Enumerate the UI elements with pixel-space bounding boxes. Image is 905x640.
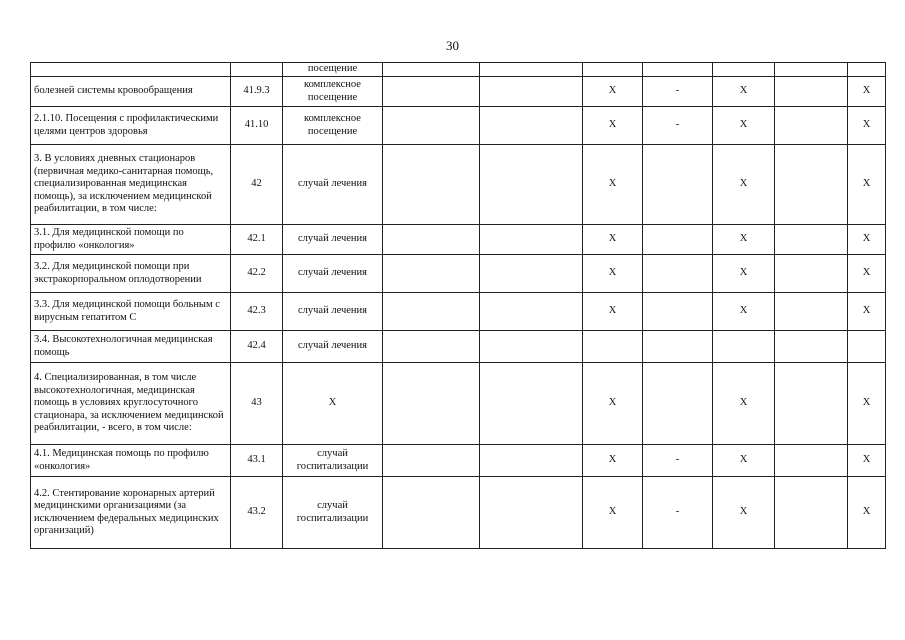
row-col10-cell: [848, 63, 886, 77]
row-unit-cell: X: [283, 363, 383, 445]
row-col6-cell: X: [583, 363, 643, 445]
row-col8-cell: X: [713, 477, 775, 549]
row-col9-cell: [775, 63, 848, 77]
table-row: [31, 225, 886, 255]
row-col10-cell: X: [848, 255, 886, 293]
row-code-cell: 42.1: [231, 225, 283, 255]
row-col4-cell: [383, 477, 480, 549]
row-col4-cell: [383, 225, 480, 255]
row-col4-cell: [383, 63, 480, 77]
row-code-cell: 41.9.3: [231, 77, 283, 107]
row-col4-cell: [383, 293, 480, 331]
row-col8-cell: [713, 331, 775, 363]
table-row: [31, 331, 886, 363]
row-code-cell: 43.1: [231, 445, 283, 477]
row-col4-cell: [383, 77, 480, 107]
row-col6-cell: X: [583, 145, 643, 225]
row-col9-cell: [775, 77, 848, 107]
row-col10-cell: X: [848, 145, 886, 225]
row-col7-cell: -: [643, 477, 713, 549]
row-col6-cell: X: [583, 477, 643, 549]
table-row: [31, 145, 886, 225]
row-col7-cell: -: [643, 77, 713, 107]
row-col6-cell: [583, 63, 643, 77]
row-col7-cell: [643, 145, 713, 225]
row-name-cell: 4.2. Стентирование коронарных артерий медицинскими организациями (за исключением федеральных медицинских организаций): [31, 477, 231, 549]
table-row: [31, 477, 886, 549]
row-col9-cell: [775, 145, 848, 225]
row-col9-cell: [775, 477, 848, 549]
table-row: [31, 63, 886, 77]
row-col9-cell: [775, 255, 848, 293]
row-name-cell: 2.1.10. Посещения с профилактическими целями центров здоровья: [31, 107, 231, 145]
row-code-cell: 41.10: [231, 107, 283, 145]
row-code-cell: 43: [231, 363, 283, 445]
row-name-cell: [31, 63, 231, 77]
row-col8-cell: X: [713, 255, 775, 293]
row-unit-cell: посещение: [283, 63, 383, 77]
row-col4-cell: [383, 255, 480, 293]
row-col6-cell: [583, 331, 643, 363]
row-name-cell: болезней системы кровообращения: [31, 77, 231, 107]
row-col7-cell: -: [643, 445, 713, 477]
row-col7-cell: [643, 331, 713, 363]
row-name-cell: 3.3. Для медицинской помощи больным с вирусным гепатитом С: [31, 293, 231, 331]
row-col8-cell: X: [713, 293, 775, 331]
row-name-cell: 3.4. Высокотехнологичная медицинская помощь: [31, 331, 231, 363]
row-col5-cell: [480, 363, 583, 445]
row-name-cell: 3.1. Для медицинской помощи по профилю «онкология»: [31, 225, 231, 255]
row-col8-cell: X: [713, 145, 775, 225]
row-col4-cell: [383, 363, 480, 445]
row-code-cell: [231, 63, 283, 77]
table-row: [31, 293, 886, 331]
row-unit-cell: случай лечения: [283, 145, 383, 225]
row-col9-cell: [775, 363, 848, 445]
row-col10-cell: [848, 331, 886, 363]
row-col5-cell: [480, 107, 583, 145]
row-col6-cell: X: [583, 107, 643, 145]
row-col5-cell: [480, 331, 583, 363]
row-col7-cell: [643, 225, 713, 255]
table-row: [31, 77, 886, 107]
row-unit-cell: комплексное посещение: [283, 107, 383, 145]
row-name-cell: 3.2. Для медицинской помощи при экстракорпоральном оплодотворении: [31, 255, 231, 293]
row-unit-cell: случай госпитализации: [283, 477, 383, 549]
row-col7-cell: [643, 293, 713, 331]
row-col9-cell: [775, 331, 848, 363]
row-unit-cell: случай лечения: [283, 293, 383, 331]
services-table: [30, 62, 886, 549]
row-col6-cell: X: [583, 255, 643, 293]
row-col10-cell: X: [848, 293, 886, 331]
row-col4-cell: [383, 445, 480, 477]
row-code-cell: 42: [231, 145, 283, 225]
row-name-cell: 3. В условиях дневных стационаров (первичная медико-санитарная помощь, специализированная медицинская помощь), за исключением медицинской реабилитации, в том числе:: [31, 145, 231, 225]
page-number: 30: [446, 38, 459, 53]
row-col5-cell: [480, 77, 583, 107]
row-col7-cell: -: [643, 107, 713, 145]
row-col4-cell: [383, 145, 480, 225]
row-col7-cell: [643, 63, 713, 77]
row-unit-cell: случай госпитализации: [283, 445, 383, 477]
row-col10-cell: X: [848, 363, 886, 445]
row-col10-cell: X: [848, 107, 886, 145]
row-col7-cell: [643, 255, 713, 293]
row-col6-cell: X: [583, 77, 643, 107]
row-col5-cell: [480, 445, 583, 477]
table-row: [31, 107, 886, 145]
row-col6-cell: X: [583, 445, 643, 477]
row-unit-cell: случай лечения: [283, 255, 383, 293]
row-col8-cell: X: [713, 107, 775, 145]
row-col5-cell: [480, 63, 583, 77]
table-row: [31, 255, 886, 293]
row-name-cell: 4. Специализированная, в том числе высокотехнологичная, медицинская помощь в условиях круглосуточного стационара, за исключением медицинской реабилитации, - всего, в том числе:: [31, 363, 231, 445]
row-col10-cell: X: [848, 445, 886, 477]
row-col9-cell: [775, 293, 848, 331]
row-col4-cell: [383, 107, 480, 145]
row-col5-cell: [480, 477, 583, 549]
row-col7-cell: [643, 363, 713, 445]
row-col8-cell: [713, 63, 775, 77]
row-col10-cell: X: [848, 225, 886, 255]
row-col4-cell: [383, 331, 480, 363]
table-row: [31, 445, 886, 477]
row-col10-cell: X: [848, 477, 886, 549]
row-col8-cell: X: [713, 363, 775, 445]
row-col8-cell: X: [713, 77, 775, 107]
row-name-cell: 4.1. Медицинская помощь по профилю «онкология»: [31, 445, 231, 477]
row-col6-cell: X: [583, 225, 643, 255]
row-col9-cell: [775, 107, 848, 145]
row-code-cell: 42.2: [231, 255, 283, 293]
row-col10-cell: X: [848, 77, 886, 107]
row-col5-cell: [480, 255, 583, 293]
row-code-cell: 42.3: [231, 293, 283, 331]
row-code-cell: 43.2: [231, 477, 283, 549]
row-col8-cell: X: [713, 225, 775, 255]
row-unit-cell: комплексное посещение: [283, 77, 383, 107]
row-col6-cell: X: [583, 293, 643, 331]
row-col5-cell: [480, 293, 583, 331]
row-col9-cell: [775, 445, 848, 477]
row-unit-cell: случай лечения: [283, 225, 383, 255]
row-code-cell: 42.4: [231, 331, 283, 363]
row-col5-cell: [480, 145, 583, 225]
row-col5-cell: [480, 225, 583, 255]
row-col9-cell: [775, 225, 848, 255]
row-col8-cell: X: [713, 445, 775, 477]
table-row: [31, 363, 886, 445]
row-unit-cell: случай лечения: [283, 331, 383, 363]
